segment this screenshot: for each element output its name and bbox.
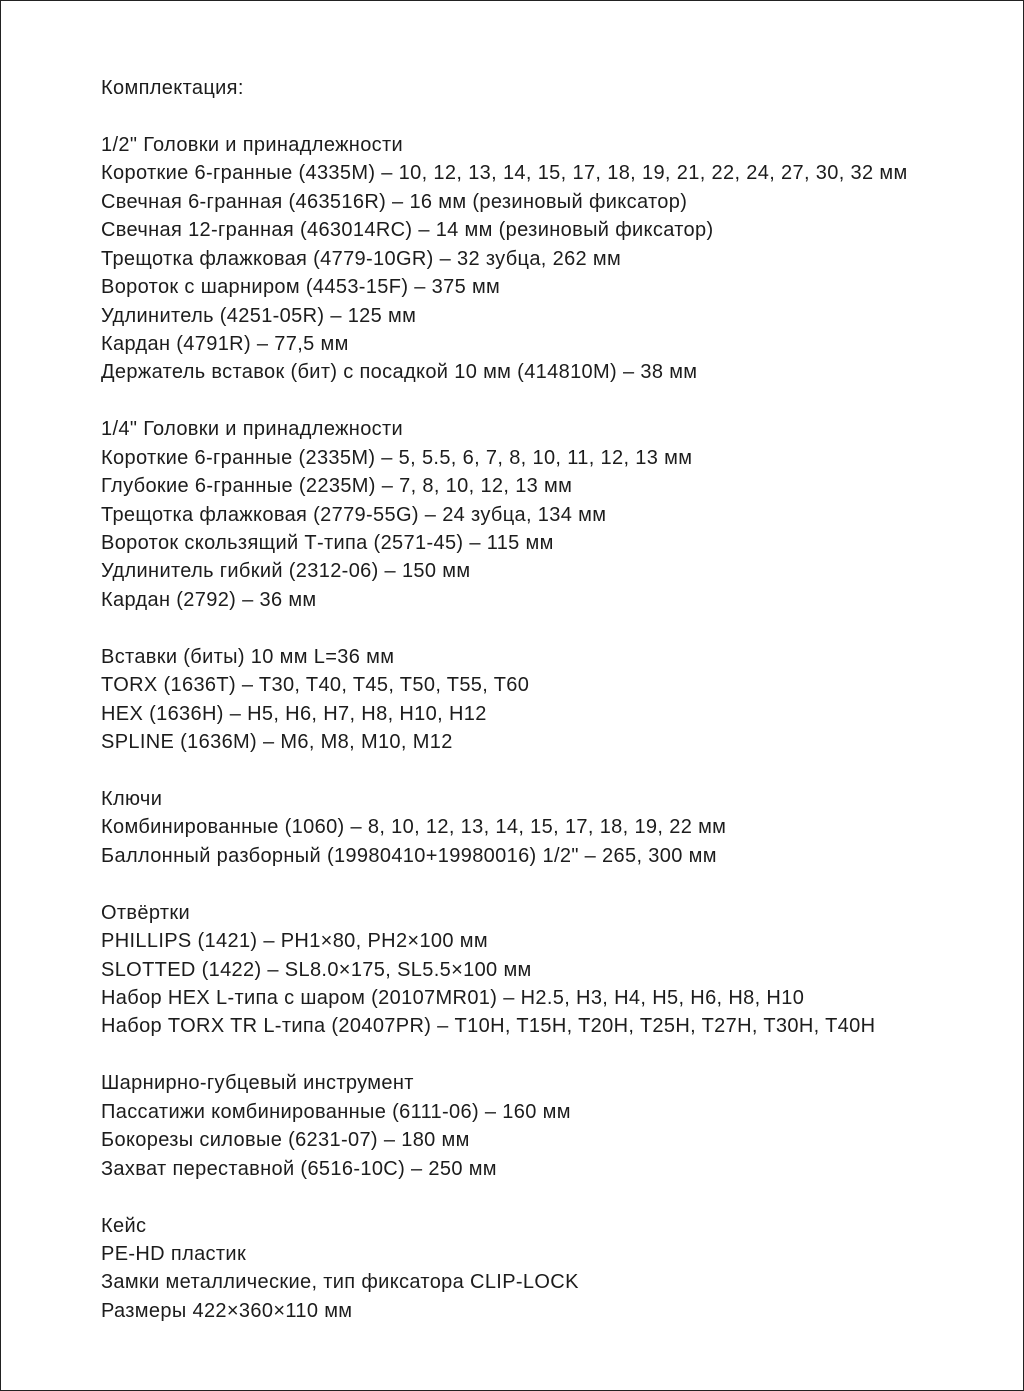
list-item: Свечная 12-гранная (463014RC) – 14 мм (резиновый фиксатор) bbox=[101, 219, 714, 242]
document-title: Комплектация: bbox=[101, 77, 244, 99]
spacer bbox=[101, 614, 981, 642]
list-item: Бокорезы силовые (6231-07) – 180 мм bbox=[101, 1129, 470, 1152]
spacer bbox=[101, 1183, 981, 1211]
list-item: Глубокие 6-гранные (2235M) – 7, 8, 10, 12, 13 мм bbox=[101, 475, 573, 498]
list-item: Трещотка флажковая (4779-10GR) – 32 зубца, 262 мм bbox=[101, 247, 622, 270]
section-heading: Вставки (биты) 10 мм L=36 мм bbox=[101, 645, 395, 668]
list-item: Замки металлические, тип фиксатора CLIP-LOCK bbox=[101, 1271, 579, 1294]
list-item: HEX (1636H) – H5, H6, H7, H8, H10, H12 bbox=[101, 702, 487, 725]
section-heading: Кейс bbox=[101, 1214, 147, 1237]
spacer bbox=[101, 757, 981, 785]
list-item: TORX (1636T) – T30, T40, T45, T50, T55, T60 bbox=[101, 674, 530, 697]
list-item: PHILLIPS (1421) – PH1×80, PH2×100 мм bbox=[101, 930, 488, 953]
list-item: Удлинитель гибкий (2312-06) – 150 мм bbox=[101, 560, 471, 583]
section-heading: Отвёртки bbox=[101, 901, 191, 924]
list-item: Держатель вставок (бит) с посадкой 10 мм (414810M) – 38 мм bbox=[101, 361, 698, 384]
list-item: Трещотка флажковая (2779-55G) – 24 зубца, 134 мм bbox=[101, 503, 607, 526]
spacer bbox=[101, 102, 981, 130]
list-item: Вороток скользящий Т-типа (2571-45) – 115 мм bbox=[101, 532, 554, 554]
list-item: Удлинитель (4251-05R) – 125 мм bbox=[101, 304, 417, 327]
list-item: Короткие 6-гранные (2335M) – 5, 5.5, 6, 7, 8, 10, 11, 12, 13 мм bbox=[101, 446, 693, 469]
section-heading: 1/2" Головки и принадлежности bbox=[101, 133, 404, 156]
list-item: Размеры 422×360×110 мм bbox=[101, 1299, 353, 1322]
spec-text-block bbox=[101, 74, 981, 1325]
spacer bbox=[101, 387, 981, 415]
list-item: Свечная 6-гранная (463516R) – 16 мм (резиновый фиксатор) bbox=[101, 190, 688, 213]
section-heading: Ключи bbox=[101, 787, 163, 810]
section-heading: 1/4" Головки и принадлежности bbox=[101, 418, 404, 441]
list-item: Кардан (2792) – 36 мм bbox=[101, 588, 317, 611]
list-item: Баллонный разборный (19980410+19980016) 1/2" – 265, 300 мм bbox=[101, 844, 717, 867]
list-item: Вороток с шарниром (4453-15F) – 375 мм bbox=[101, 276, 501, 299]
section-heading: Шарнирно-губцевый инструмент bbox=[101, 1072, 414, 1095]
list-item: Кардан (4791R) – 77,5 мм bbox=[101, 332, 349, 355]
list-item: Пассатижи комбинированные (6111-06) – 160 мм bbox=[101, 1100, 571, 1123]
list-item: Комбинированные (1060) – 8, 10, 12, 13, 14, 15, 17, 18, 19, 22 мм bbox=[101, 816, 727, 839]
spacer bbox=[101, 1041, 981, 1069]
list-item: Короткие 6-гранные (4335M) – 10, 12, 13, 14, 15, 17, 18, 19, 21, 22, 24, 27, 30, 32 мм bbox=[101, 162, 908, 185]
list-item: Набор TORX TR L-типа (20407PR) – T10H, T15H, T20H, T25H, T27H, T30H, T40H bbox=[101, 1015, 876, 1038]
list-item: SLOTTED (1422) – SL8.0×175, SL5.5×100 мм bbox=[101, 958, 532, 981]
list-item: SPLINE (1636M) – M6, M8, M10, M12 bbox=[101, 731, 453, 754]
list-item: PE-HD пластик bbox=[101, 1242, 247, 1265]
spacer bbox=[101, 870, 981, 898]
list-item: Набор HEX L-типа с шаром (20107MR01) – H2.5, H3, H4, H5, H6, H8, H10 bbox=[101, 987, 805, 1009]
list-item: Захват переставной (6516-10C) – 250 мм bbox=[101, 1157, 497, 1180]
